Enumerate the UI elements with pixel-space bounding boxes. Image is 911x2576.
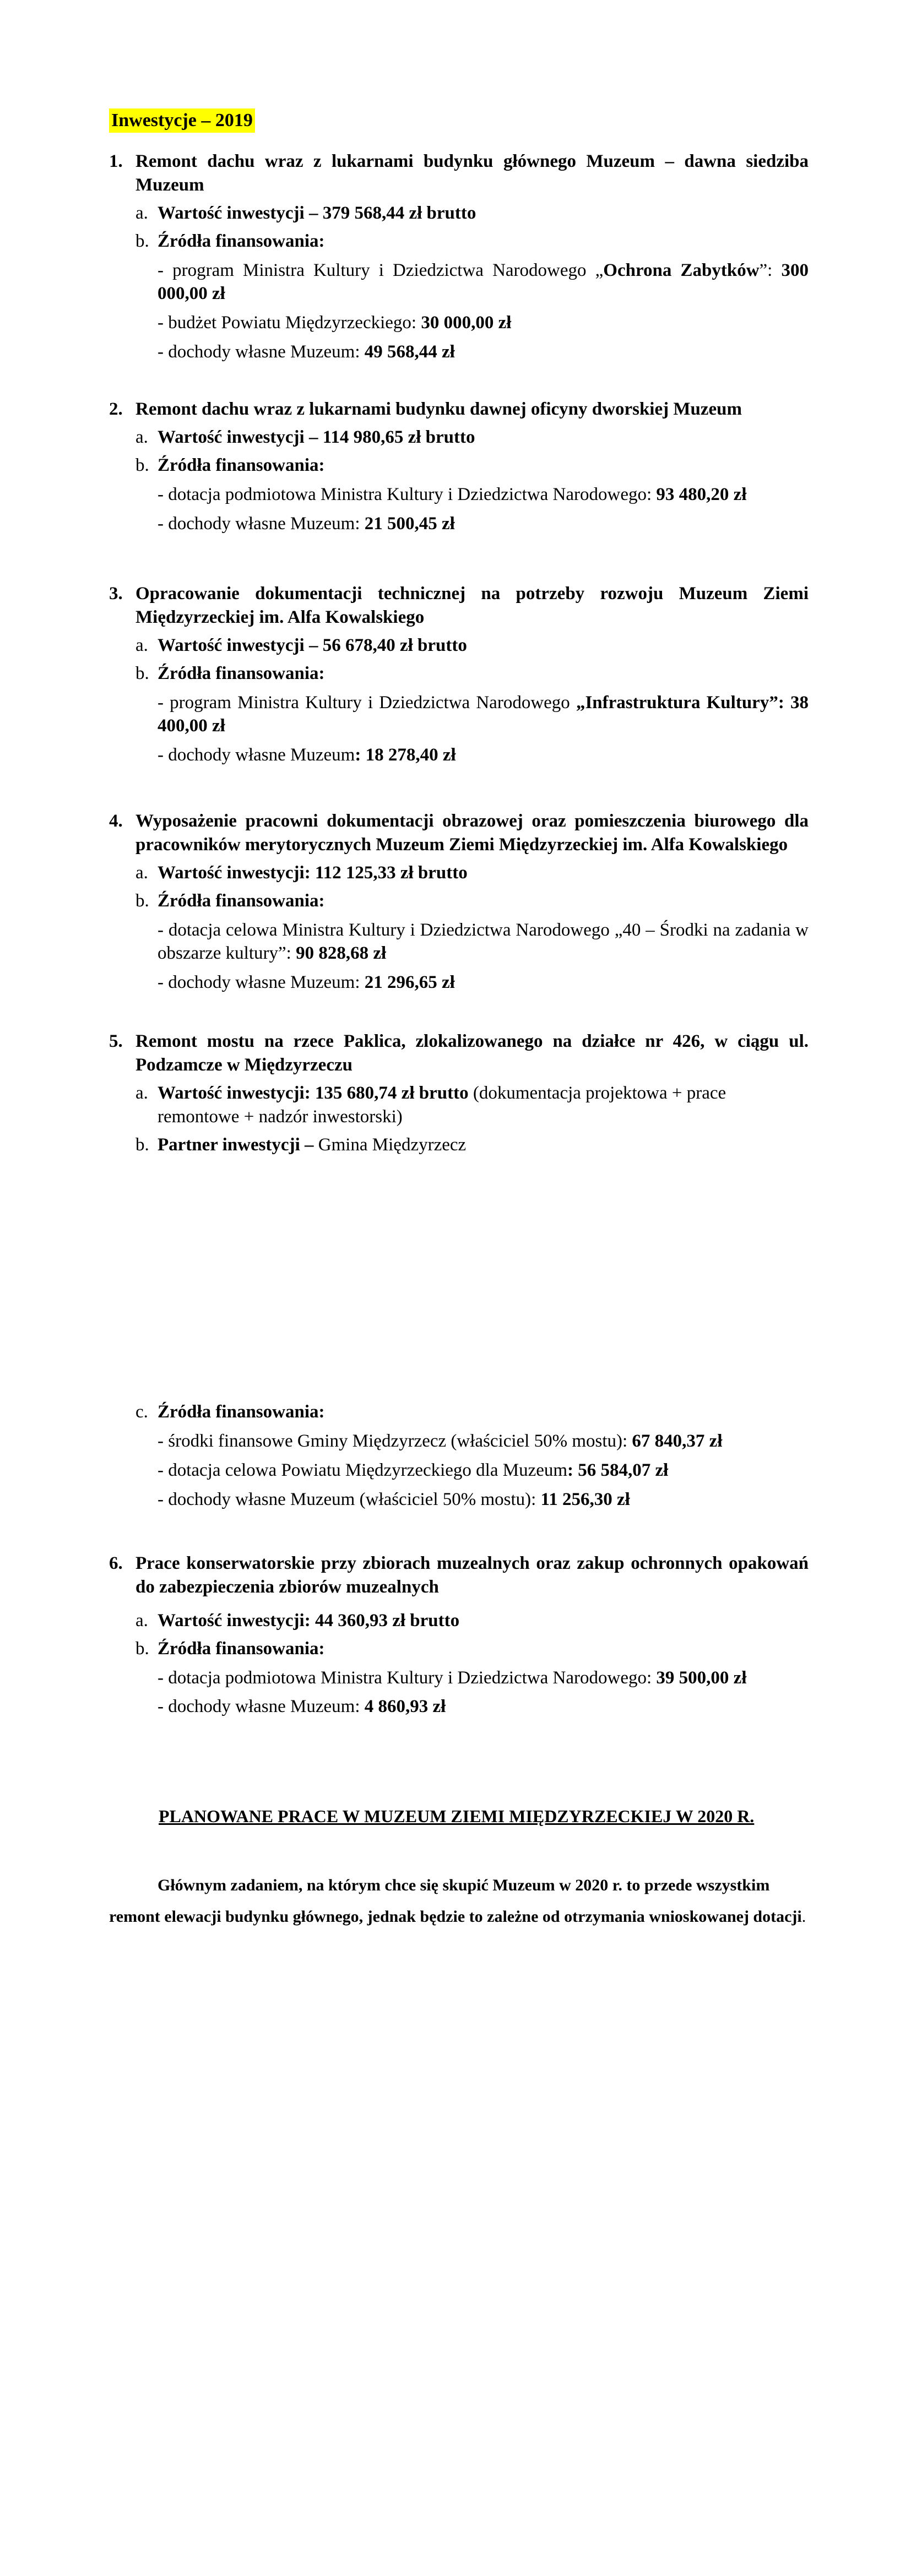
item-funding-row <box>135 454 809 477</box>
item-funding-row <box>135 889 809 913</box>
investment-item-2 <box>109 398 809 535</box>
list-letter: a. <box>135 862 148 883</box>
list-letter: a. <box>135 427 148 447</box>
list-letter: a. <box>135 635 148 655</box>
item-funding-row <box>135 1400 809 1424</box>
item-title <box>109 1552 809 1599</box>
item-title-text: Wyposażenie pracowni dokumentacji obrazowej oraz pomieszczenia biurowego dla pracowników merytorycznych Muzeum Ziemi Międzyrzeckiej im. Alfa Kowalskiego <box>135 811 809 855</box>
list-letter: b. <box>135 455 149 475</box>
item-number: 5. <box>109 1031 123 1051</box>
funding-source: - dochody własne Muzeum: 21 500,45 zł <box>158 513 455 534</box>
item-funding-row <box>135 662 809 686</box>
funding-label: Źródła finansowania: <box>158 1402 325 1422</box>
investment-item-3 <box>109 582 809 767</box>
item-title-text: Remont mostu na rzece Paklica, zlokalizowanego na działce nr 426, w ciągu ul. Podzamcze w Międzyrzeczu <box>135 1031 809 1075</box>
investment-item-6 <box>109 1552 809 1719</box>
plan-title: PLANOWANE PRACE W MUZEUM ZIEMI MIĘDZYRZECKIEJ W 2020 R. <box>159 1806 755 1826</box>
item-title-text: Remont dachu wraz z lukarnami budynku głównego Muzeum – dawna siedziba Muzeum <box>135 151 809 195</box>
page-heading: Inwestycje – 2019 <box>109 108 255 133</box>
funding-source: - środki finansowe Gminy Międzyrzecz (właściciel 50% mostu): 67 840,37 zł <box>158 1431 723 1451</box>
investment-value: Wartość inwestycji <box>158 1610 305 1631</box>
funding-source: - dotacja celowa Powiatu Międzyrzeckiego dla Muzeum: 56 584,07 zł <box>158 1460 669 1480</box>
funding-source: - program Ministra Kultury i Dziedzictwa Narodowego „Ochrona Zabytków”: 300 000,00 zł <box>158 260 809 304</box>
funding-label: Źródła finansowania: <box>158 231 325 251</box>
item-number: 3. <box>109 584 123 604</box>
item-number: 1. <box>109 151 123 171</box>
list-letter: a. <box>135 1610 148 1631</box>
investment-value: Wartość inwestycji: 112 125,33 zł brutto <box>158 862 468 883</box>
item-title-text: Prace konserwatorskie przy zbiorach muzealnych oraz zakup ochronnych opakowań do zabezpieczenia zbiorów muzealnych <box>135 1553 809 1597</box>
funding-source: - dotacja podmiotowa Ministra Kultury i Dziedzictwa Narodowego: 93 480,20 zł <box>158 484 747 504</box>
investment-item-4 <box>109 809 809 994</box>
funding-source: - budżet Powiatu Międzyrzeckiego: 30 000,00 zł <box>158 313 512 333</box>
funding-source: - dochody własne Muzeum: 18 278,40 zł <box>158 745 456 765</box>
item-value-row <box>135 426 809 449</box>
list-letter: b. <box>135 1134 149 1155</box>
funding-label: Źródła finansowania: <box>158 1638 325 1659</box>
item-title-text: Remont dachu wraz z lukarnami budynku dawnej oficyny dworskiej Muzeum <box>135 399 742 419</box>
item-funding-row <box>135 1637 809 1661</box>
list-letter: b. <box>135 231 149 251</box>
investment-amount: : 44 360,93 zł brutto <box>304 1610 460 1631</box>
list-letter: b. <box>135 890 149 911</box>
funding-label: Źródła finansowania: <box>158 890 325 911</box>
item-funding-row <box>135 230 809 253</box>
partner-label: Partner inwestycji – <box>158 1134 318 1155</box>
investment-value: Wartość inwestycji – 114 980,65 zł brutto <box>158 427 475 447</box>
funding-label: Źródła finansowania: <box>158 663 325 683</box>
funding-source: - dochody własne Muzeum: 4 860,93 zł <box>158 1697 446 1717</box>
funding-label: Źródła finansowania: <box>158 455 325 475</box>
plan-body: Głównym zadaniem, na którym chce się skupić Muzeum w 2020 r. to przede wszystkim remont elewacji budynku głównego, jednak będzie to zależne od otrzymania wnioskowanej dotacji. <box>109 1876 806 1926</box>
item-number: 4. <box>109 811 123 831</box>
item-value-row <box>135 1082 809 1129</box>
item-title <box>109 809 809 857</box>
investment-value: Wartość inwestycji – 379 568,44 zł brutto <box>158 203 476 223</box>
investment-value: Wartość inwestycji – 56 678,40 zł brutto <box>158 635 467 655</box>
funding-source: - program Ministra Kultury i Dziedzictwa Narodowego „Infrastruktura Kultury”: 38 400,00 zł <box>158 692 809 736</box>
funding-source: - dochody własne Muzeum: 49 568,44 zł <box>158 342 455 362</box>
item-title <box>109 1030 809 1077</box>
item-partner-row <box>135 1133 809 1157</box>
funding-source: - dochody własne Muzeum: 21 296,65 zł <box>158 972 455 993</box>
investment-item-5 <box>109 1030 809 1156</box>
partner-name: Gmina Międzyrzecz <box>318 1134 467 1155</box>
item-value-row <box>135 1609 809 1633</box>
list-letter: a. <box>135 203 148 223</box>
investment-value: Wartość inwestycji: 135 680,74 zł brutto <box>158 1083 469 1103</box>
item-title <box>109 582 809 629</box>
item-value-row <box>135 634 809 657</box>
funding-source: - dotacja celowa Ministra Kultury i Dziedzictwa Narodowego „40 – Środki na zadania w obszarze kultury”: 90 828,68 zł <box>158 920 809 964</box>
investment-note: (dokumentacja projektowa + prace remontowe + nadzór inwestorski) <box>158 1083 726 1127</box>
item-value-row <box>135 202 809 225</box>
list-letter: c. <box>135 1402 148 1422</box>
investment-item-1 <box>109 150 809 364</box>
item-title-text: Opracowanie dokumentacji technicznej na potrzeby rozwoju Muzeum Ziemi Międzyrzeckiej im. Alfa Kowalskiego <box>135 584 809 627</box>
list-letter: b. <box>135 663 149 683</box>
funding-source: - dochody własne Muzeum (właściciel 50% mostu): 11 256,30 zł <box>158 1489 630 1509</box>
item-number: 2. <box>109 399 123 419</box>
funding-source: - dotacja podmiotowa Ministra Kultury i Dziedzictwa Narodowego: 39 500,00 zł <box>158 1667 747 1688</box>
investment-item-5-funding <box>109 1396 809 1512</box>
list-letter: b. <box>135 1638 149 1659</box>
item-title <box>109 150 809 197</box>
item-value-row <box>135 861 809 885</box>
item-number: 6. <box>109 1553 123 1573</box>
item-title <box>109 398 809 421</box>
list-letter: a. <box>135 1083 148 1103</box>
